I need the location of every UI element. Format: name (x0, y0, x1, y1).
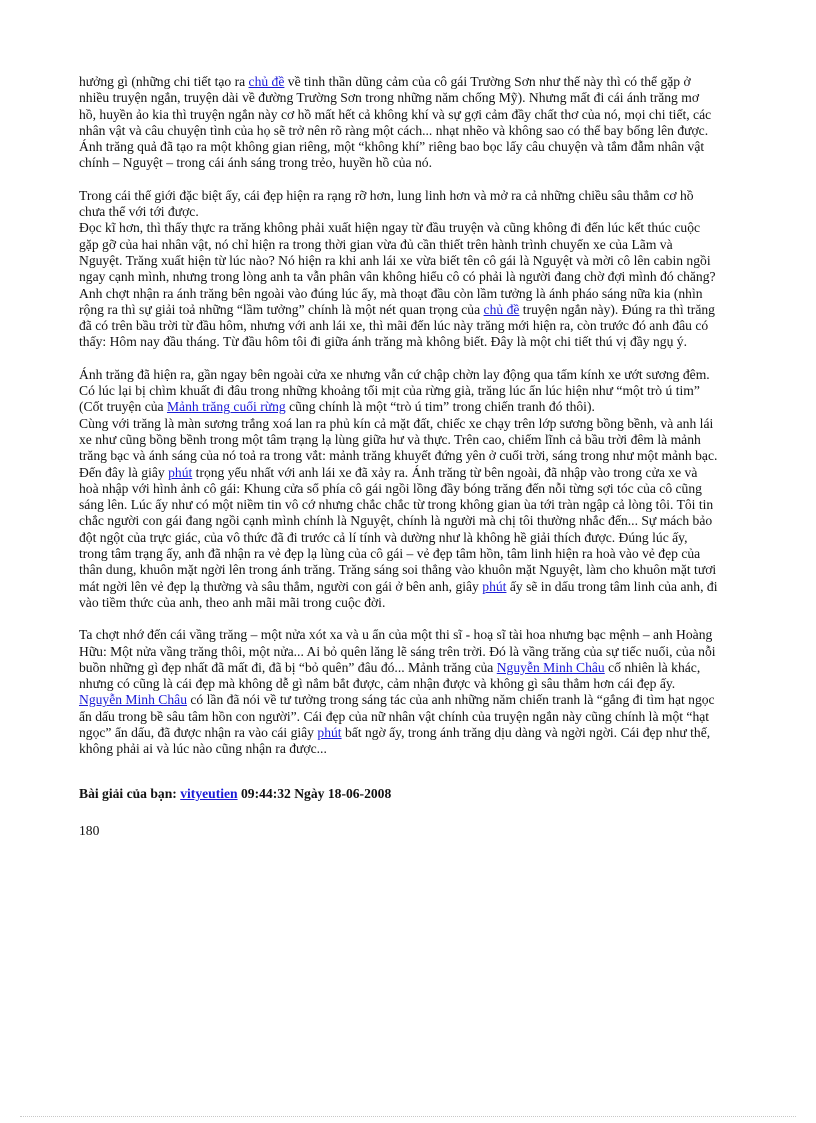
link-phut[interactable]: phút (482, 578, 507, 594)
link-manh-trang-cuoi-rung[interactable]: Mảnh trăng cuối rừng (166, 399, 286, 415)
text-run: trọng yếu nhất với anh lái xe đã xảy ra. Ánh trăng từ bên ngoài, đã nhập vào trong cửa xe và hoà nhập với hình ảnh cô gái: Khung cửa sổ phía cô gái ngồi lồng đầy bóng trăng đến nỗi từng sợi tóc của cô cũng sáng lên. Lúc ấy như có một niềm tin vô cớ nhưng chắc chắc từ trong không gian ùa tới tràn ngập cả lòng tôi. Tôi tin chắc người con gái đang ngồi cạnh mình chính là Nguyệt, chính là người mà chị tôi thường nhắc đến... Sự mách bảo đột ngột của trực giác, của vô thức đã đi trước cả lí tính và dường như là không hề giải thích được. Đúng lúc ấy, trong tâm trạng ấy, anh đã nhận ra vẻ đẹp lạ lùng của cô gái – vẻ đẹp tâm hồn, tâm linh hiện ra hoà vào vẻ đẹp của thân dung, khuôn mặt ngời lên trong ánh trăng. Trăng sáng soi thẳng vào khuôn mặt Nguyệt, làm cho khuôn mặt tươi mát ngời lên vẻ đẹp lạ thường và sâu thẳm, người con gái ở bên anh, giây (79, 464, 717, 594)
author-signature (79, 786, 719, 802)
link-nguyen-minh-chau[interactable]: Nguyễn Minh Châu (79, 692, 187, 708)
text-run: Đọc kĩ hơn, thì thấy thực ra trăng không phải xuất hiện ngay từ đầu truyện và cũng không đi đến lúc kết thúc cuộc gặp gỡ của hai nhân vật, nó chỉ hiện ra trong thời gian vừa đủ cần thiết trên hành trình chuyến xe của Lãm và Nguyệt. Trăng xuất hiện từ lúc nào? Nó hiện ra khi anh lái xe vừa biết tên cô gái là Nguyệt và mời cô lên cabin ngồi ngay cạnh mình, nhưng trong lòng anh ta vẫn phân vân không hiểu cô có phải là người đang chờ đợi mình đó chăng? Anh chợt nhận ra ánh trăng bên ngoài vào đúng lúc ấy, mà thoạt đầu còn lầm tưởng là ánh pháo sáng nữa kia (nhìn rộng ra thì sự giải toả những “lầm tưởng” chính là một nét quan trọng của (79, 220, 716, 317)
signature-prefix: Bài giải của bạn: (79, 785, 181, 801)
link-chu-de[interactable]: chủ đề (483, 301, 520, 317)
page-number: 180 (79, 822, 100, 838)
link-phut[interactable]: phút (317, 724, 342, 740)
link-phut[interactable]: phút (168, 464, 193, 480)
text-run: Ánh trăng đã hiện ra, gần ngay bên ngoài cửa xe nhưng vẫn cứ chập chờn lay động qua tấm kính xe ướt sương đêm. Có lúc lại bị chìm khuất đi đâu trong những khoảng tối mịt của rừng già, trăng lúc ẩn lúc hiện như “một trò ú tim” (Cốt truyện của (79, 366, 710, 415)
text-run: Ta chợt nhớ đến cái vầng trăng – một nửa xót xa và u ẩn của một thi sĩ - hoạ sĩ tài hoa nhưng bạc mệnh – anh Hoàng Hữu: Một nửa vầng trăng thôi, một nửa... Ai bỏ quên lăng lẽ sáng trên trời. Đó là vầng trăng của sự tiếc nuối, của nỗi buồn những gì đẹp nhất đã mất đi, đã bị “bỏ quên” đâu đó... Mảnh trăng của (79, 627, 716, 675)
paragraph-6 (79, 627, 719, 757)
link-nguyen-minh-chau[interactable]: Nguyễn Minh Châu (496, 659, 605, 675)
document-page (79, 74, 719, 839)
paragraph-5 (79, 416, 719, 612)
text-run: có lần đã nói về tư tưởng trong sáng tác của anh những năm chiến tranh là “gắng đi tìm hạt ngọc ẩn dấu trong bề sâu tâm hồn con người”. Cái đẹp của nữ nhân vật chính của truyện ngắn này cũng chính là một “hạt ngọc” ẩn dấu, đã được nhận ra vào cái giây (79, 692, 715, 740)
paragraph-2 (79, 188, 719, 221)
text-run: ấy sẽ in dấu trong tâm linh của anh, đi vào tiềm thức của anh, theo anh mãi mãi trong cuộc đời. (79, 578, 718, 610)
user-link[interactable]: vityeutien (180, 785, 238, 801)
paragraph-1 (79, 74, 719, 172)
text-run: cũng chính là một “trò ú tim” trong chiến tranh đó thôi). (285, 399, 595, 415)
text-run: Trong cái thế giới đặc biệt ấy, cái đẹp hiện ra rạng rỡ hơn, lung linh hơn và mở ra cả những chiều sâu thẳm cơ hồ chưa thể với tới được. (79, 187, 694, 220)
signature-datetime: 09:44:32 Ngày 18-06-2008 (237, 785, 392, 801)
text-run: truyện ngắn này). Đúng ra thì trăng đã có trên bầu trời từ đầu hôm, nhưng với anh lái xe, thì mãi đến lúc này trăng mới hiện ra, còn trước đó anh đâu có thấy: Hôm nay đầu tháng. Từ đầu hôm tôi đi giữa ánh trăng mà không biết. Đây là một chi tiết thú vị đầy ngụ ý. (79, 301, 715, 350)
text-run: về tinh thần dũng cảm của cô gái Trường Sơn như thế này thì có thể gặp ở nhiều truyện ngắn, truyện dài về đường Trường Sơn trong những năm chống Mỹ). Nhưng mất đi cái ánh trăng mơ hồ, huyền ảo kia thì truyện ngắn này cơ hồ mất hết cả không khí và sự gợi cảm đầy chất thơ của nó, mọi chi tiết, các nhân vật và câu chuyện tình của họ sẽ trở nên rõ ràng một cách... nhạt nhẽo và không sao có thể bay bổng lên được. Ánh trăng quả đã tạo ra một không gian riêng, một “không khí” riêng bao bọc lấy câu chuyện và tắm đẫm nhân vật chính – Nguyệt – trong cái ánh sáng trong trẻo, huyền hồ của nó. (79, 74, 712, 171)
text-run: hưởng gì (những chi tiết tạo ra (79, 74, 249, 89)
text-run: Cùng với trăng là màn sương trắng xoá lan ra phủ kín cả mặt đất, chiếc xe chạy trên lớp sương bồng bềnh, và anh lái xe như cũng bồng bềnh trong một tâm trạng lạ lùng giữa hư và thực. Trên cao, chiếm lĩnh cả bầu trời đêm là mảnh trăng bạc và ánh sáng của nó toả ra trong vắt: mảnh trăng khuyết đứng yên ở cuối trời, sáng trong như một mảnh bạc. Đến đây là giây (79, 415, 718, 480)
paragraph-3 (79, 220, 719, 350)
link-chu-de[interactable]: chủ đề (248, 74, 285, 89)
text-run: bất ngờ ấy, trong ánh trăng dịu dàng và ngời ngời. Cái đẹp như thế, không phải ai và lúc nào cũng nhận ra được... (79, 724, 711, 757)
paragraph-4 (79, 367, 719, 416)
page-bottom-divider (20, 1116, 796, 1117)
text-run: cố nhiên là khác, nhưng có cũng là cái đẹp mà không dễ gì nắm bắt được, cảm nhận được và không gì sâu thẳm hơn cái đẹp ấy. (79, 659, 701, 692)
